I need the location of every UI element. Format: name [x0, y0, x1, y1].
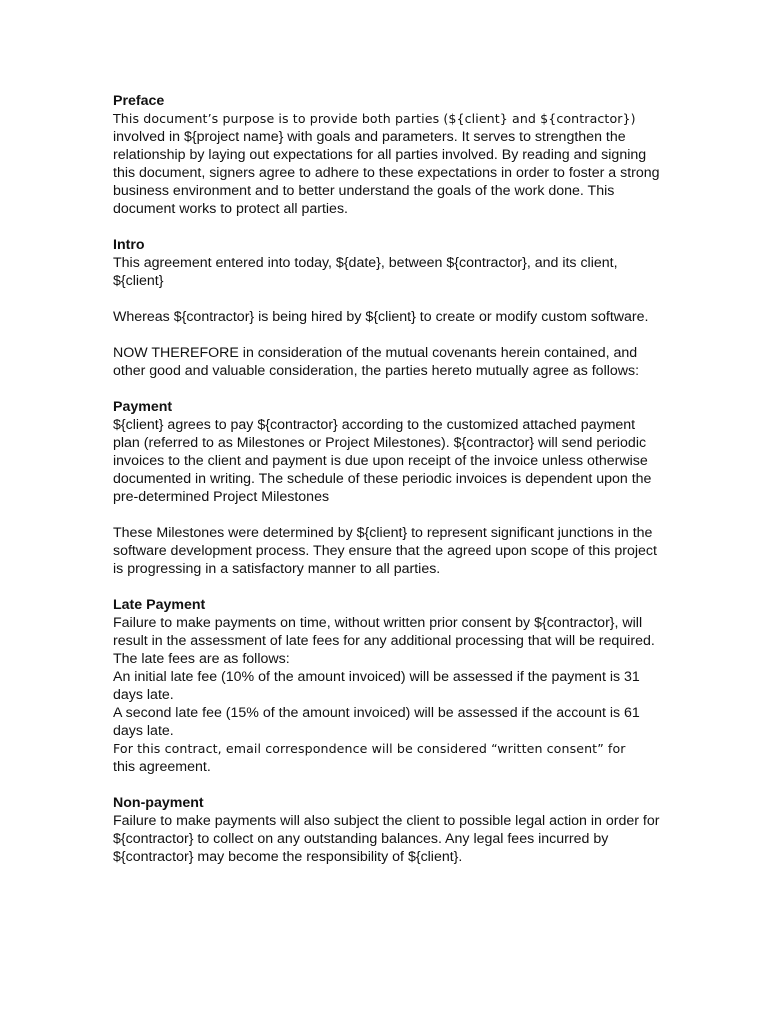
payment-paragraph-1: ${client} agrees to pay ${contractor} according to the customized attached payment plan (referred to as Milestones or Project Milestones). ${contractor} will send periodic invoices to the client and payment is due upon receipt of the invoice unless otherwise documented in writing. The schedule of these periodic invoices is dependent upon the pre-determined Project Milestones [113, 417, 652, 505]
preface-paragraph [113, 110, 661, 218]
non-payment-paragraph: Failure to make payments will also subject the client to possible legal action in order for ${contractor} to collect on any outstanding balances. Any legal fees incurred by ${contractor} may become the responsibility of ${client}. [113, 813, 660, 865]
intro-section [113, 236, 661, 380]
late-payment-paragraph-1: Failure to make payments on time, without written prior consent by ${contractor}, will result in the assessment of late fees for any additional processing that will be required. The late fees are as follows: [113, 615, 655, 667]
non-payment-section [113, 794, 661, 866]
intro-paragraph-2: Whereas ${contractor} is being hired by ${client} to create or modify custom software. [113, 309, 649, 325]
email-consent-line-1: For this contract, email correspondence will be considered “written consent” for [113, 741, 626, 756]
email-consent-note [113, 740, 661, 776]
preface-body: involved in ${project name} with goals and parameters. It serves to strengthen the relationship by laying out expectations for all parties involved. By reading and signing this document, signers agree to adhere to these expectations in order to foster a strong business environment and to better understand the goals of the work done. This document works to protect all parties. [113, 129, 660, 217]
payment-section [113, 398, 661, 578]
late-payment-heading: Late Payment [113, 597, 206, 613]
payment-paragraph-2: These Milestones were determined by ${client} to represent significant junctions in the software development process. They ensure that the agreed upon scope of this project is progressing in a satisfactory manner to all parties. [113, 525, 657, 577]
non-payment-heading: Non-payment [113, 795, 204, 811]
intro-paragraph-3: NOW THEREFORE in consideration of the mutual covenants herein contained, and other good and valuable consideration, the parties hereto mutually agree as follows: [113, 345, 640, 379]
late-fee-initial: An initial late fee (10% of the amount invoiced) will be assessed if the payment is 31 days late. [113, 669, 640, 703]
late-fee-second: A second late fee (15% of the amount invoiced) will be assessed if the account is 61 days late. [113, 705, 640, 739]
intro-paragraph-1: This agreement entered into today, ${date}, between ${contractor}, and its client, ${client} [113, 255, 618, 289]
email-consent-line-2: this agreement. [113, 759, 211, 775]
preface-heading: Preface [113, 93, 165, 109]
payment-heading: Payment [113, 399, 173, 415]
document-page [113, 92, 661, 884]
intro-heading: Intro [113, 237, 145, 253]
preface-first-line: This document’s purpose is to provide both parties (${client} and ${contractor}) [113, 111, 636, 126]
preface-section [113, 92, 661, 218]
late-payment-section [113, 596, 661, 776]
